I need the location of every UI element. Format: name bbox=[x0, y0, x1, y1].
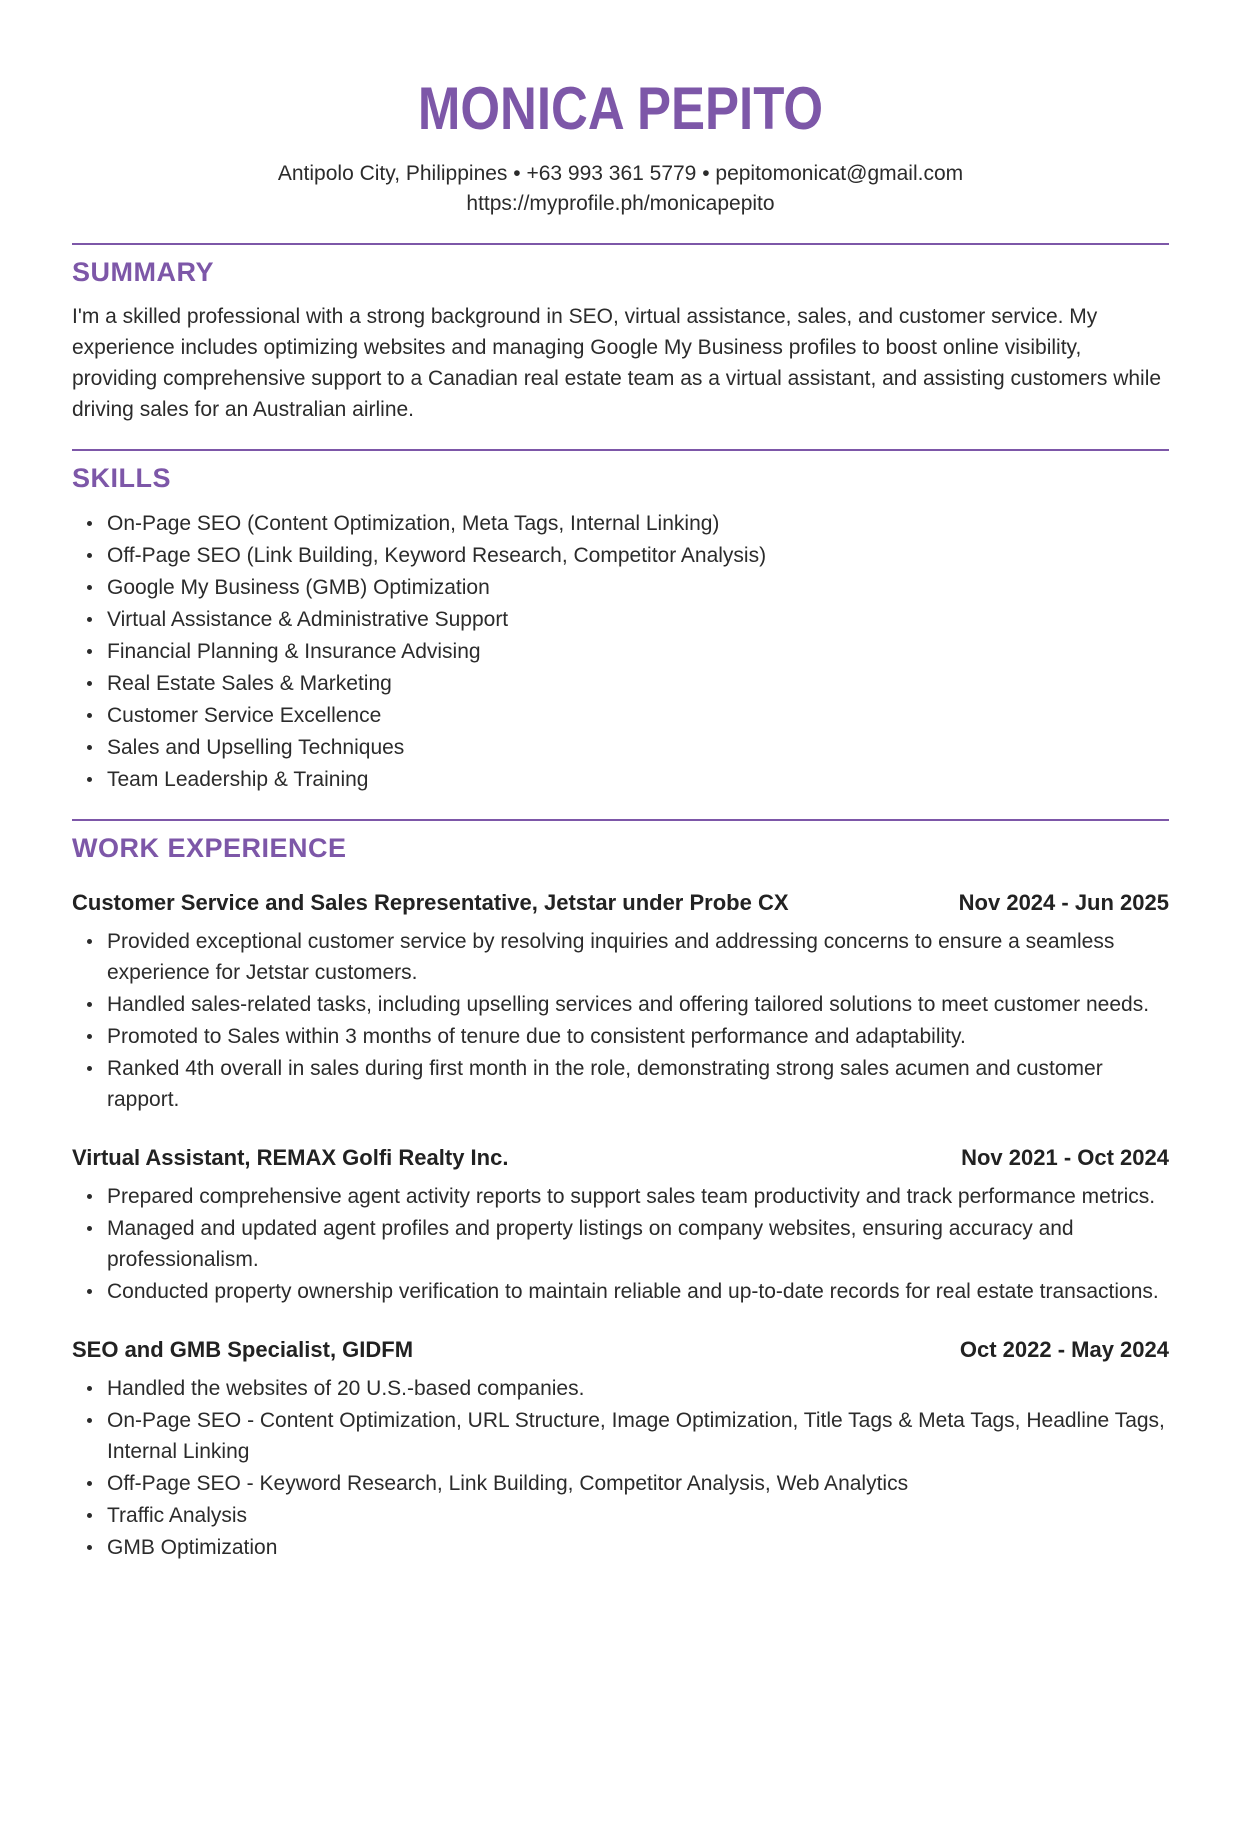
job-bullet-item: Managed and updated agent profiles and property listings on company websites, ensuring accuracy and professionalism. bbox=[72, 1213, 1169, 1275]
job-bullet-list bbox=[72, 1373, 1169, 1563]
job-title: SEO and GMB Specialist, GIDFM bbox=[72, 1337, 414, 1362]
job-bullet-item: On-Page SEO - Content Optimization, URL Structure, Image Optimization, Title Tags & Meta Tags, Headline Tags, Internal Linking bbox=[72, 1405, 1169, 1467]
job-bullet-item: Provided exceptional customer service by resolving inquiries and addressing concerns to ensure a seamless experience for Jetstar customers. bbox=[72, 926, 1169, 988]
job-bullet-item: Off-Page SEO - Keyword Research, Link Building, Competitor Analysis, Web Analytics bbox=[72, 1468, 1169, 1499]
job-header bbox=[72, 890, 1169, 916]
page-title: MONICA PEPITO bbox=[417, 75, 824, 142]
job-entry bbox=[72, 890, 1169, 1115]
job-bullet-list bbox=[72, 1181, 1169, 1307]
job-bullet-item: Handled the websites of 20 U.S.-based companies. bbox=[72, 1373, 1169, 1404]
contact-block bbox=[72, 159, 1169, 219]
job-header bbox=[72, 1337, 1169, 1363]
job-bullet-item: Ranked 4th overall in sales during first month in the role, demonstrating strong sales acumen and customer rapport. bbox=[72, 1053, 1169, 1115]
skill-item: Real Estate Sales & Marketing bbox=[72, 668, 1169, 699]
work-experience-heading: WORK EXPERIENCE bbox=[72, 833, 347, 863]
job-bullet-item: Conducted property ownership verification to maintain reliable and up-to-date records for real estate transactions. bbox=[72, 1276, 1169, 1307]
skill-item: Virtual Assistance & Administrative Support bbox=[72, 604, 1169, 635]
skill-item: Google My Business (GMB) Optimization bbox=[72, 572, 1169, 603]
job-entry bbox=[72, 1145, 1169, 1307]
job-dates: Nov 2021 - Oct 2024 bbox=[961, 1145, 1169, 1170]
job-entry bbox=[72, 1337, 1169, 1563]
job-bullet-item: Traffic Analysis bbox=[72, 1500, 1169, 1531]
job-dates: Oct 2022 - May 2024 bbox=[959, 1337, 1169, 1362]
skill-item: On-Page SEO (Content Optimization, Meta Tags, Internal Linking) bbox=[72, 508, 1169, 539]
job-bullet-item: Handled sales-related tasks, including upselling services and offering tailored solutions to meet customer needs. bbox=[72, 989, 1169, 1020]
job-bullet-item: Prepared comprehensive agent activity reports to support sales team productivity and track performance metrics. bbox=[72, 1181, 1169, 1212]
job-title: Virtual Assistant, REMAX Golfi Realty Inc. bbox=[72, 1145, 509, 1170]
resume-page bbox=[0, 74, 1241, 1829]
section-divider bbox=[72, 449, 1169, 451]
section-divider bbox=[72, 819, 1169, 821]
job-bullet-item: GMB Optimization bbox=[72, 1532, 1169, 1563]
contact-line: Antipolo City, Philippines • +63 993 361 5779 • pepitomonicat@gmail.com bbox=[277, 162, 964, 185]
skill-item: Team Leadership & Training bbox=[72, 764, 1169, 795]
skills-list bbox=[72, 508, 1169, 795]
section-divider bbox=[72, 243, 1169, 245]
skill-item: Customer Service Excellence bbox=[72, 700, 1169, 731]
summary-heading: SUMMARY bbox=[72, 257, 214, 287]
job-bullet-list bbox=[72, 926, 1169, 1115]
job-dates: Nov 2024 - Jun 2025 bbox=[958, 890, 1169, 915]
job-title: Customer Service and Sales Representative, Jetstar under Probe CX bbox=[72, 890, 789, 915]
profile-url: https://myprofile.ph/monicapepito bbox=[466, 192, 775, 215]
skill-item: Sales and Upselling Techniques bbox=[72, 732, 1169, 763]
skills-heading: SKILLS bbox=[72, 463, 172, 493]
jobs-container bbox=[72, 890, 1169, 1563]
job-bullet-item: Promoted to Sales within 3 months of tenure due to consistent performance and adaptability. bbox=[72, 1021, 1169, 1052]
skill-item: Financial Planning & Insurance Advising bbox=[72, 636, 1169, 667]
job-header bbox=[72, 1145, 1169, 1171]
skill-item: Off-Page SEO (Link Building, Keyword Research, Competitor Analysis) bbox=[72, 540, 1169, 571]
summary-text: I'm a skilled professional with a strong background in SEO, virtual assistance, sales, and customer service. My experience includes optimizing websites and managing Google My Business profiles to boost online visibility, providing comprehensive support to a Canadian real estate team as a virtual assistant, and assisting customers while driving sales for an Australian airline. bbox=[72, 305, 1162, 421]
